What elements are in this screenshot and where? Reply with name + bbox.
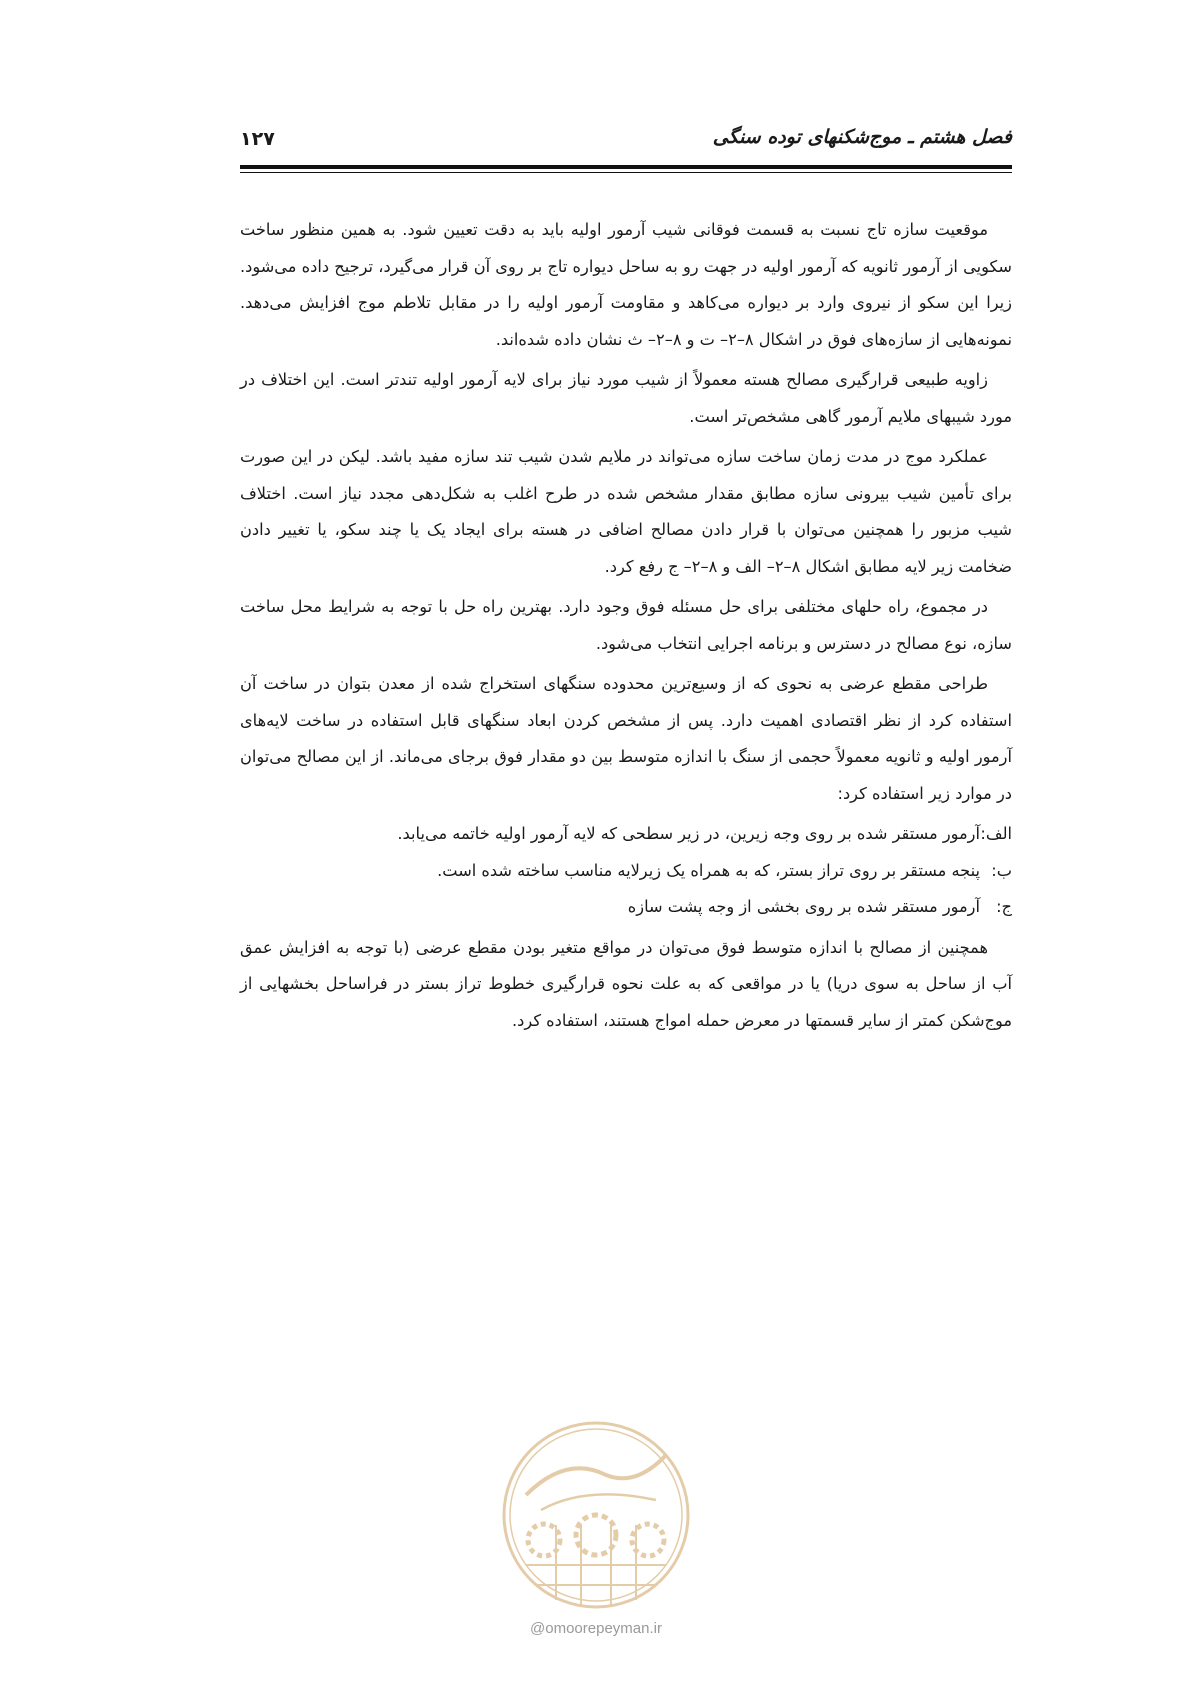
paragraph: عملکرد موج در مدت زمان ساخت سازه می‌تواند در ملایم شدن شیب تند سازه مفید باشد. لیکن در این صورت برای تأمین شیب بیرونی سازه مطابق مقدار مشخص شده در طرح اغلب به شکل‌دهی مجدد نیاز است. اختلاف شیب مزبور را همچنین می‌توان با قرار دادن مصالح اضافی در هسته برای ایجاد یک یا چند سکو، یا تغییر دادن ضخامت زیر لایه مطابق اشکال ۸–۲– الف و ۸–۲– ج رفع کرد. [240,447,1012,576]
list-text: آرمور مستقر شده بر روی بخشی از وجه پشت سازه [627,897,980,916]
list-item [240,853,1012,890]
paragraph: موقعیت سازه تاج نسبت به قسمت فوقانی شیب آرمور اولیه باید به دقت تعیین شود. به همین منظور ساخت سکویی از آرمور ثانویه که آرمور اولیه در جهت رو به ساحل دیواره تاج بر روی آن قرار می‌گیرد، ترجیح داده می‌شود. زیرا این سکو از نیروی وارد بر دیواره می‌کاهد و مقاومت آرمور اولیه را در مقابل تلاطم موج افزایش می‌دهد. نمونه‌هایی از سازه‌های فوق در اشکال ۸–۲– ت و ۸–۲– ث نشان داده شده‌اند. [240,220,1012,349]
paragraph: همچنین از مصالح با اندازه متوسط فوق می‌توان در مواقع متغیر بودن مقطع عرضی (با توجه به افزایش عمق آب از ساحل به سوی دریا) یا در مواقعی که به علت نحوه قرارگیری خطوط تراز بستر در فراساحل بخشهایی از موج‌شکن کمتر از سایر قسمتها در معرض حمله امواج هستند، استفاده کرد. [240,937,1012,1030]
list-marker: الف: [980,824,1012,843]
watermark-at-icon: @ [530,1620,546,1637]
header-rule-thin [240,172,1012,173]
watermark-seal-icon [496,1415,696,1615]
list-text: آرمور مستقر شده بر روی وجه زیرین، در زیر سطحی که لایه آرمور اولیه خاتمه می‌یابد. [397,824,980,843]
paragraph: در مجموع، راه حلهای مختلفی برای حل مسئله فوق وجود دارد. بهترین راه حل با توجه به شرایط محل ساخت سازه، نوع مصالح در دسترس و برنامه اجرایی انتخاب می‌شود. [240,597,1012,653]
header-rule-thick [240,165,1012,169]
page-number: ۱۲۷ [240,128,275,150]
list-item [240,816,1012,853]
page-header [240,126,1012,156]
list-item [240,889,1012,926]
list-marker: ب: [991,860,1012,880]
watermark-url-text: omoorepeyman.ir [545,1620,662,1637]
watermark-url [478,1620,714,1637]
page-body [240,212,1012,1043]
list-text: پنجه مستقر بر روی تراز بستر، که به همراه یک زیرلایه مناسب ساخته شده است. [437,860,980,880]
list-marker: ج: [996,897,1012,916]
paragraph: طراحی مقطع عرضی به نحوی که از وسیع‌ترین محدوده سنگهای استخراج شده از معدن بتوان در ساخت آن استفاده کرد از نظر اقتصادی اهمیت دارد. پس از مشخص کردن ابعاد سنگهای قابل استفاده در ساخت لایه‌های آرمور اولیه و ثانویه معمولاً حجمی از سنگ با اندازه متوسط بین دو مقدار فوق برجای می‌ماند. از این مصالح می‌توان در موارد زیر استفاده کرد: [240,674,1012,803]
paragraph: زاویه طبیعی قرارگیری مصالح هسته معمولاً از شیب مورد نیاز برای لایه آرمور اولیه تندتر است. این اختلاف در مورد شیبهای ملایم آرمور گاهی مشخص‌تر است. [240,370,1012,426]
watermark-logo [496,1415,696,1615]
chapter-title: فصل هشتم ـ موج‌شکنهای توده سنگی [712,126,1012,148]
